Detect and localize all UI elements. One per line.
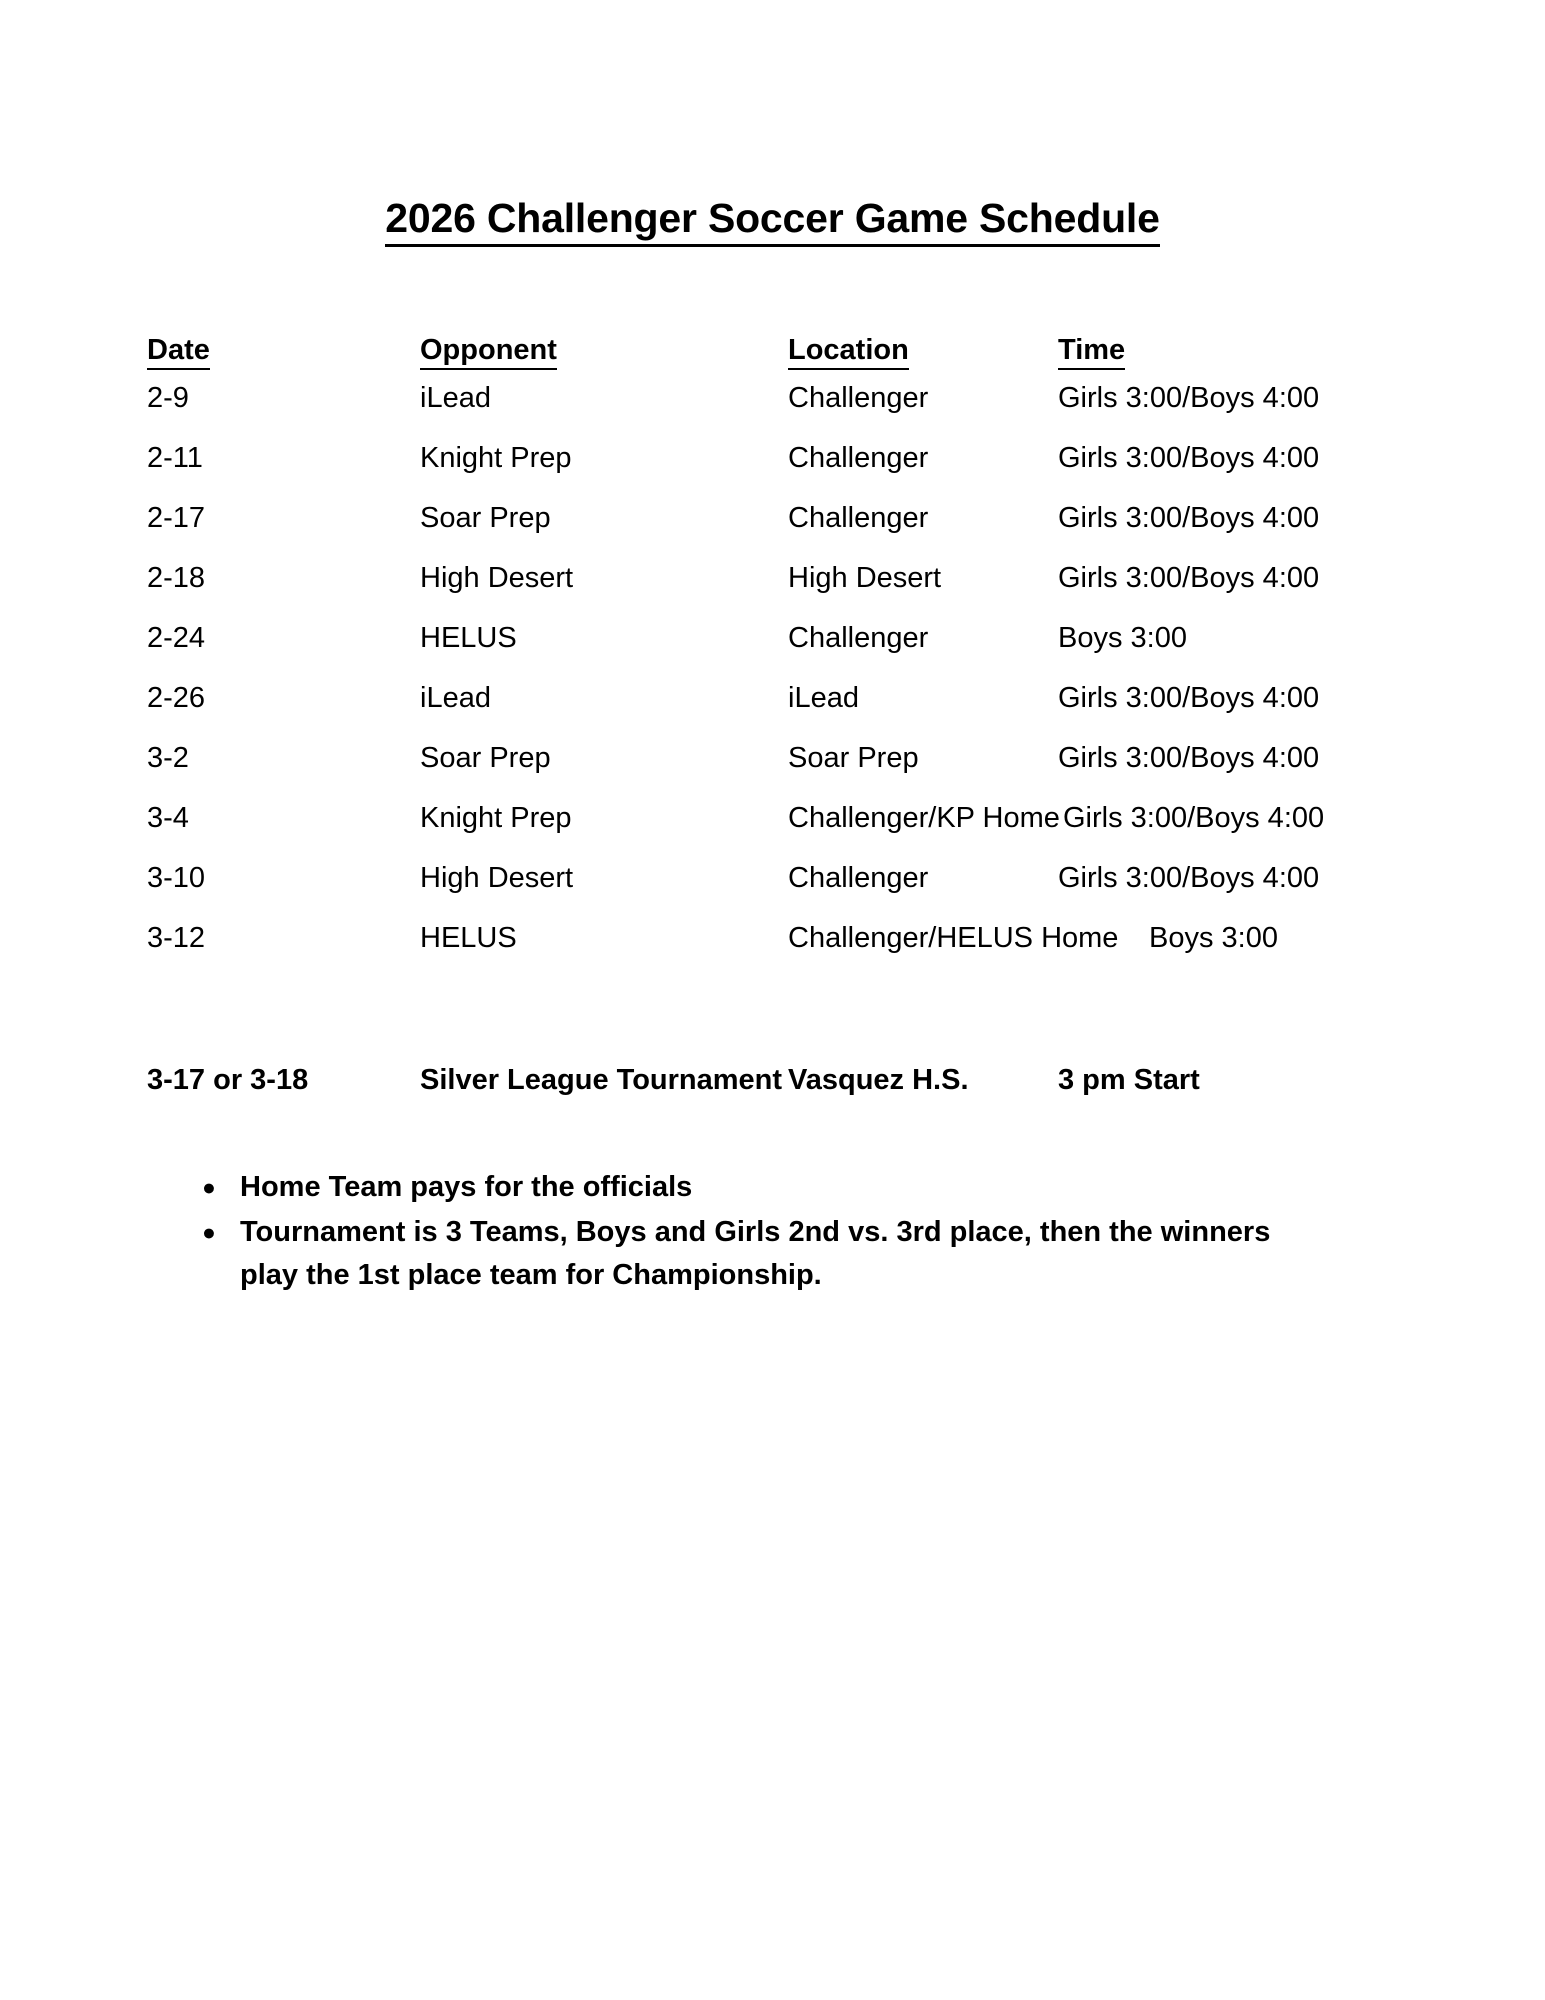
table-row bbox=[147, 741, 1397, 801]
cell-opponent: Soar Prep bbox=[420, 502, 551, 534]
cell-opponent: HELUS bbox=[420, 622, 517, 654]
cell-opponent: Knight Prep bbox=[420, 442, 572, 474]
cell-location: Soar Prep bbox=[788, 742, 919, 774]
cell-opponent: High Desert bbox=[420, 862, 574, 894]
cell-date: 2-11 bbox=[147, 442, 203, 474]
cell-time: Girls 3:00/Boys 4:00 bbox=[1058, 742, 1320, 774]
cell-date: 3-12 bbox=[147, 922, 206, 954]
cell-date: 2-24 bbox=[147, 622, 206, 654]
page-title-text: 2026 Challenger Soccer Game Schedule bbox=[385, 195, 1159, 247]
cell-date: 2-17 bbox=[147, 502, 206, 534]
cell-time: Girls 3:00/Boys 4:00 bbox=[1058, 562, 1320, 594]
cell-location: Challenger/KP Home bbox=[788, 802, 1060, 834]
cell-date: 3-4 bbox=[147, 802, 189, 834]
list-item bbox=[202, 1166, 1362, 1209]
cell-opponent: iLead bbox=[420, 682, 491, 714]
cell-opponent: High Desert bbox=[420, 562, 574, 594]
bullet-icon: ● bbox=[202, 1219, 216, 1245]
table-row bbox=[147, 561, 1397, 621]
cell-date: 2-26 bbox=[147, 682, 206, 714]
notes-list bbox=[202, 1166, 1362, 1299]
table-row bbox=[147, 441, 1397, 501]
cell-time: Boys 3:00 bbox=[1149, 922, 1278, 954]
tournament-row bbox=[147, 1063, 1397, 1109]
cell-date: 3-2 bbox=[147, 742, 189, 774]
cell-time: Girls 3:00/Boys 4:00 bbox=[1063, 802, 1325, 834]
table-row bbox=[147, 621, 1397, 681]
cell-location: Challenger bbox=[788, 622, 929, 654]
note-text: Home Team pays for the officials bbox=[240, 1171, 693, 1203]
cell-location: Challenger bbox=[788, 502, 929, 534]
table-row bbox=[147, 861, 1397, 921]
cell-time: Girls 3:00/Boys 4:00 bbox=[1058, 442, 1320, 474]
table-header-row bbox=[147, 333, 1397, 381]
table-row bbox=[147, 801, 1397, 861]
cell-date: 2-18 bbox=[147, 562, 206, 594]
cell-location: High Desert bbox=[788, 562, 942, 594]
cell-location: Challenger bbox=[788, 382, 929, 414]
cell-time: Girls 3:00/Boys 4:00 bbox=[1058, 862, 1320, 894]
column-header-date: Date bbox=[147, 333, 210, 367]
cell-time: Girls 3:00/Boys 4:00 bbox=[1058, 382, 1320, 414]
cell-time: Boys 3:00 bbox=[1058, 622, 1187, 654]
column-header-location: Location bbox=[788, 333, 909, 367]
cell-location: Challenger bbox=[788, 862, 929, 894]
tournament-date: 3-17 or 3-18 bbox=[147, 1064, 309, 1096]
note-text: Tournament is 3 Teams, Boys and Girls 2nd vs. 3rd place, then the winners play the 1st place team for Championship. bbox=[240, 1216, 1271, 1291]
table-row bbox=[147, 381, 1397, 441]
schedule-table bbox=[147, 333, 1397, 981]
cell-time: Girls 3:00/Boys 4:00 bbox=[1058, 502, 1320, 534]
cell-location: Challenger/HELUS Home bbox=[788, 922, 1119, 954]
page-title bbox=[0, 196, 1545, 241]
cell-time: Girls 3:00/Boys 4:00 bbox=[1058, 682, 1320, 714]
table-row bbox=[147, 681, 1397, 741]
table-row bbox=[147, 921, 1397, 981]
cell-opponent: HELUS bbox=[420, 922, 517, 954]
table-row bbox=[147, 501, 1397, 561]
cell-location: Challenger bbox=[788, 442, 929, 474]
bullet-icon: ● bbox=[202, 1174, 216, 1200]
cell-date: 3-10 bbox=[147, 862, 206, 894]
cell-opponent: Soar Prep bbox=[420, 742, 551, 774]
tournament-name: Silver League Tournament bbox=[420, 1064, 783, 1096]
cell-opponent: Knight Prep bbox=[420, 802, 572, 834]
tournament-time: 3 pm Start bbox=[1058, 1064, 1200, 1096]
column-header-opponent: Opponent bbox=[420, 333, 557, 367]
cell-location: iLead bbox=[788, 682, 859, 714]
cell-date: 2-9 bbox=[147, 382, 189, 414]
cell-opponent: iLead bbox=[420, 382, 491, 414]
tournament-location: Vasquez H.S. bbox=[788, 1064, 969, 1096]
list-item bbox=[202, 1211, 1362, 1297]
column-header-time: Time bbox=[1058, 333, 1125, 367]
